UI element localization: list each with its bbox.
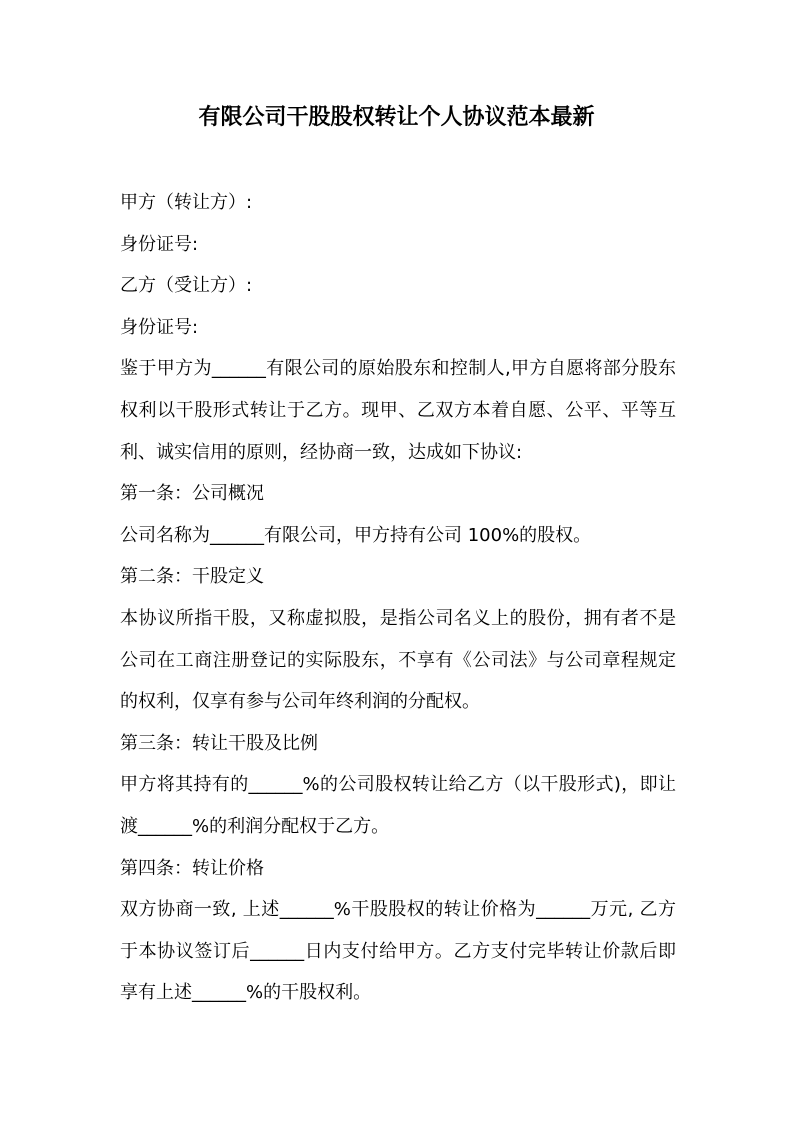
document-body: [120, 182, 676, 1014]
party-b-id-line: 身份证号:: [120, 316, 199, 338]
preamble-paragraph: 鉴于甲方为______有限公司的原始股东和控制人,甲方自愿将部分股东权利以干股形式转让于乙方。现甲、乙双方本着自愿、公平、平等互利、诚实信用的原则，经协商一致，达成如下协议:: [120, 358, 676, 463]
party-a-id-line: 身份证号:: [120, 233, 199, 255]
article-1-text: 公司名称为______有限公司，甲方持有公司 100%的股权。: [120, 524, 592, 546]
party-a-line: 甲方（转让方）:: [120, 192, 253, 213]
article-2-heading: 第二条：干股定义: [120, 566, 264, 588]
article-2-text: 本协议所指干股，又称虚拟股，是指公司名义上的股份，拥有者不是公司在工商注册登记的实际股东，不享有《公司法》与公司章程规定的权利，仅享有参与公司年终利润的分配权。: [120, 607, 676, 713]
article-4-heading: 第四条：转让价格: [120, 857, 264, 879]
article-3-heading: 第三条：转让干股及比例: [120, 732, 318, 754]
article-3-text: 甲方将其持有的______%的公司股权转让给乙方（以干股形式)，即让渡______%的利润分配权于乙方。: [120, 774, 676, 837]
party-b-line: 乙方（受让方）:: [120, 275, 253, 297]
document-title: 有限公司干股股权转让个人协议范本最新: [198, 105, 595, 130]
article-4-text: 双方协商一致, 上述______%干股股权的转让价格为______万元, 乙方于本协议签订后______日内支付给甲方。乙方支付完毕转让价款后即享有上述______%的干股权利。: [120, 899, 676, 1004]
article-1-heading: 第一条：公司概况: [120, 483, 264, 505]
